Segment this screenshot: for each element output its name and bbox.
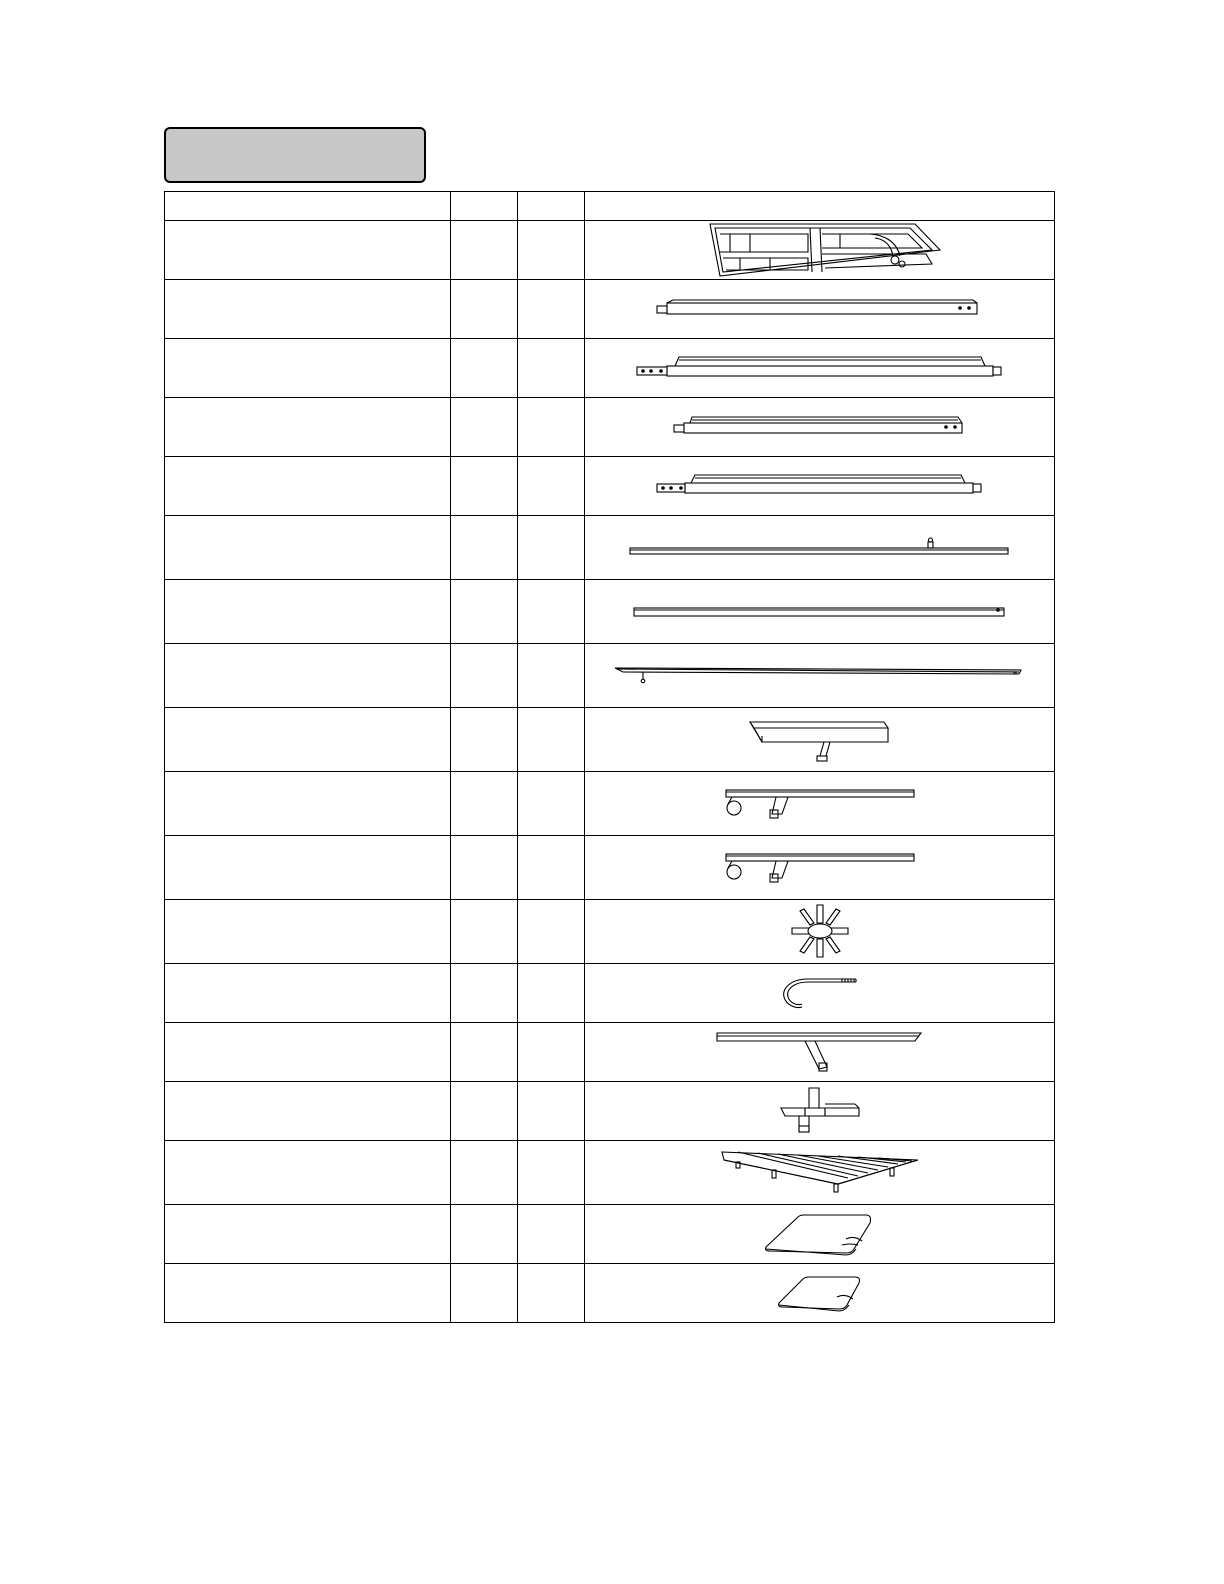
part-description [165, 708, 451, 772]
part-code [518, 644, 585, 708]
part-qty [451, 1141, 518, 1205]
part-picture-cell [585, 398, 1055, 457]
part-code [518, 1264, 585, 1323]
large-cushion-icon [762, 1211, 878, 1257]
part-code [518, 1205, 585, 1264]
strut-bar-icon [715, 1029, 925, 1075]
part-picture-cell [585, 339, 1055, 398]
part-code [518, 772, 585, 836]
part-code [518, 398, 585, 457]
part-picture-cell [585, 457, 1055, 516]
part-code [518, 1141, 585, 1205]
rail-with-ring-icon [722, 786, 918, 822]
hook-icon [780, 973, 860, 1013]
part-qty [451, 708, 518, 772]
short-bracket-icon [746, 716, 894, 764]
part-picture-cell [585, 1082, 1055, 1141]
part-description [165, 339, 451, 398]
section-title [164, 127, 426, 183]
part-qty [451, 398, 518, 457]
part-description [165, 1264, 451, 1323]
part-picture-cell [585, 964, 1055, 1023]
table-row [165, 708, 1055, 772]
part-code [518, 708, 585, 772]
cross-connector-icon [775, 1086, 865, 1136]
part-picture-cell [585, 900, 1055, 964]
table-row [165, 1205, 1055, 1264]
part-picture-cell [585, 708, 1055, 772]
tube-three-holes-icon [655, 473, 985, 499]
part-description [165, 900, 451, 964]
frame-panel-icon [690, 222, 950, 278]
part-description [165, 1205, 451, 1264]
table-row [165, 339, 1055, 398]
table-row [165, 457, 1055, 516]
part-description [165, 221, 451, 280]
long-thin-rod-icon [613, 664, 1027, 688]
part-qty [451, 339, 518, 398]
table-row [165, 1141, 1055, 1205]
part-code [518, 900, 585, 964]
table-row [165, 516, 1055, 580]
tube-long-holes-icon [635, 355, 1005, 381]
parts-table [164, 191, 1055, 1323]
part-description [165, 1082, 451, 1141]
tube-two-holes-icon [655, 297, 985, 321]
table-row [165, 398, 1055, 457]
small-cushion-icon [775, 1273, 865, 1313]
part-description [165, 580, 451, 644]
table-header-row [165, 192, 1055, 221]
part-code [518, 339, 585, 398]
part-code [518, 964, 585, 1023]
part-code [518, 580, 585, 644]
part-qty [451, 1264, 518, 1323]
flat-bar-icon [632, 604, 1008, 620]
part-picture-cell [585, 221, 1055, 280]
part-picture-cell [585, 1023, 1055, 1082]
part-description [165, 457, 451, 516]
header-qty [451, 192, 518, 221]
part-picture-cell [585, 580, 1055, 644]
part-picture-cell [585, 1264, 1055, 1323]
part-qty [451, 644, 518, 708]
header-code [518, 192, 585, 221]
table-row [165, 221, 1055, 280]
part-qty [451, 1082, 518, 1141]
part-description [165, 1141, 451, 1205]
header-description [165, 192, 451, 221]
part-picture-cell [585, 836, 1055, 900]
part-description [165, 516, 451, 580]
table-row [165, 1264, 1055, 1323]
part-picture-cell [585, 1205, 1055, 1264]
part-description [165, 644, 451, 708]
rod-with-pin-icon [628, 536, 1012, 560]
part-code [518, 457, 585, 516]
part-qty [451, 836, 518, 900]
part-description [165, 836, 451, 900]
part-code [518, 836, 585, 900]
part-qty [451, 1023, 518, 1082]
rail-with-ring-icon [722, 850, 918, 886]
part-description [165, 280, 451, 339]
part-picture-cell [585, 644, 1055, 708]
table-row [165, 1023, 1055, 1082]
part-qty [451, 900, 518, 964]
table-row [165, 772, 1055, 836]
part-qty [451, 772, 518, 836]
table-row [165, 1082, 1055, 1141]
table-row [165, 580, 1055, 644]
part-picture-cell [585, 280, 1055, 339]
part-qty [451, 516, 518, 580]
part-code [518, 221, 585, 280]
part-code [518, 1082, 585, 1141]
part-qty [451, 280, 518, 339]
part-picture-cell [585, 516, 1055, 580]
part-picture-cell [585, 772, 1055, 836]
part-description [165, 1023, 451, 1082]
tube-short-holes-icon [670, 415, 970, 439]
part-qty [451, 1205, 518, 1264]
part-picture-cell [585, 1141, 1055, 1205]
part-qty [451, 457, 518, 516]
header-picture [585, 192, 1055, 221]
table-row [165, 900, 1055, 964]
table-row [165, 280, 1055, 339]
part-description [165, 772, 451, 836]
part-qty [451, 580, 518, 644]
table-row [165, 964, 1055, 1023]
star-hub-icon [788, 903, 852, 961]
part-code [518, 280, 585, 339]
table-row [165, 644, 1055, 708]
part-code [518, 516, 585, 580]
part-description [165, 964, 451, 1023]
part-description [165, 398, 451, 457]
table-row [165, 836, 1055, 900]
slatted-panel-icon [718, 1148, 922, 1198]
part-code [518, 1023, 585, 1082]
part-qty [451, 221, 518, 280]
part-qty [451, 964, 518, 1023]
